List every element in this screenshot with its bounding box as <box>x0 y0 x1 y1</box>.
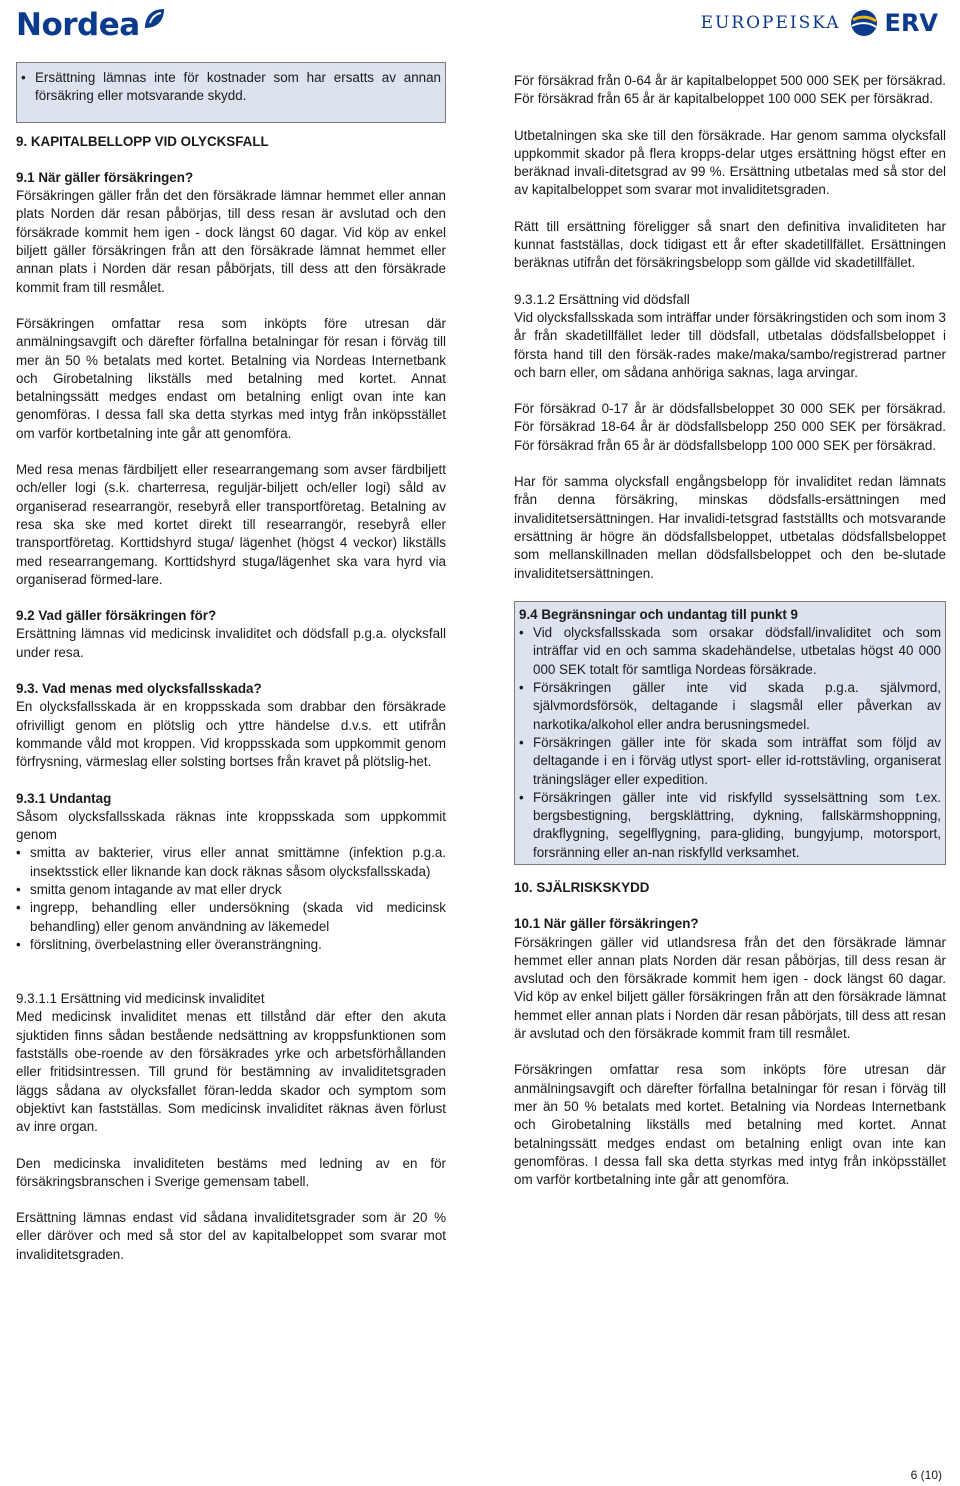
left-column <box>16 62 446 1282</box>
nordea-logo-text: Nordea <box>16 7 140 43</box>
paragraph: Försäkringen gäller vid utlandsresa från det den försäkrade lämnar hemmet eller annan plats Norden där resan påbörjas, till dess resan är avslutad och den försäkrade kommit hem igen - dock längst 60 dagar. Vid köp av enkel biljett gäller försäkringen från att den försäkrade lämnat hemmet eller annan plats i Norden där resan påbörjats, till dess att resan är avslutad och den försäkrade kommit fram till resmålet. <box>514 934 946 1042</box>
list-item: • Försäkringen gäller inte vid skada p.g.a. självmord, självmordsförsök, deltagande i slagsmål eller påverkan av narkotika/alkohol eller andra berusningsmedel. <box>519 679 941 734</box>
list-item: • smitta av bakterier, virus eller annat smittämne (infektion p.g.a. insektsstick eller liknande kan dock räknas såsom olycksfallsskada) <box>16 844 446 881</box>
list-item: • ingrepp, behandling eller undersökning (skada vid medicinsk behandling) eller genom användning av läkemedel <box>16 899 446 936</box>
paragraph: Vid olycksfallsskada som inträffar under försäkringstiden och som inom 3 år från skadetillfället leder till dödsfall, utbetalas dödsfallsbeloppet i första hand till den försäk-rades make/maka/sambo/registrerad partner och barn eller, om sådana anhöriga saknas, laga arvingar. <box>514 309 946 380</box>
page-header <box>0 0 960 50</box>
paragraph: Såsom olycksfallsskada räknas inte kroppsskada som uppkommit genom <box>16 808 446 843</box>
paragraph: Med medicinsk invaliditet menas ett tillstånd där efter den akuta sjuktiden finns sådan bestående nedsättning av kroppsfunktionen som fastställs obe-roende av den försäkrades yrke och arbetsförhållanden eller fritidsintressen. Till grund för bestämning av invaliditetsgraden läggs sådana av olycksfallet föran-ledda skador och symptom som objektivt kan fastställas. Som medicinsk invaliditet räknas även förlust av inre organ. <box>16 1009 446 1135</box>
list-item: • Försäkringen gäller inte för skada som inträffat som följd av deltagande i en i förväg utlyst sport- eller id-rottstävling, organiserat träningsläger eller expedition. <box>519 734 941 789</box>
paragraph: Ersättning lämnas vid medicinsk invaliditet och dödsfall p.g.a. olycksfall under resa. <box>16 626 446 660</box>
paragraph: Försäkringen gäller från det den försäkrade lämnar hemmet eller annan plats Norden där resan påbörjas, till dess resan är avslutad och den försäkrade kommit hem igen - dock längst 60 dagar. Vid köp av enkel biljett gäller försäkringen från att den försäkrade lämnat hemmet eller annan plats i Norden där resan påbörjats, till dess att den försäkrade kommit fram till resmålet. <box>16 188 446 295</box>
list-item: • förslitning, överbelastning eller överansträngning. <box>16 936 446 954</box>
europeiska-erv-logo <box>701 8 938 38</box>
list-item: • smitta genom intagande av mat eller dryck <box>16 881 446 899</box>
list-item: • Ersättning lämnas inte för kostnader som har ersatts av annan försäkring eller motsvarande skydd. <box>21 69 441 106</box>
intro-note-box <box>16 62 446 123</box>
page-number: 6 (10) <box>910 1468 942 1482</box>
paragraph: Har för samma olycksfall engångsbelopp för invaliditet redan lämnats från denna försäkring, minskas dödsfalls-ersättningen med invaliditetsersättningen. Har invalidi-tetsgrad fastställts och motsvarande ersättning är högre än dödsfallsbeloppet, utbetalas dödsfallsbeloppet som mellanskillnaden mellan dödsfallsbeloppet och den be-slutade invaliditetsersättningen. <box>514 474 946 581</box>
section-9-3-1-1-heading: 9.3.1.1 Ersättning vid medicinsk invaliditet <box>16 991 265 1007</box>
nordea-logo <box>16 8 168 42</box>
limitations-list <box>519 624 941 862</box>
paragraph: Ersättning lämnas endast vid sådana invaliditetsgrader som är 20 % eller däröver och med så stor del av kapitalbeloppet som svarar mot invaliditetsgraden. <box>16 1210 446 1262</box>
right-column <box>514 72 946 1207</box>
paragraph: Försäkringen omfattar resa som inköpts före utresan där anmälningsavgift och därefter förfallna betalningar för resan i förväg till mer än 50 % betalats med kortet. Betalning via Nordeas Internetbank och Girobetalning likställs med betalning med kortet. Annat betalningssätt medges endast om betalning enligt ovan inte kan genomföras. I dessa fall ska detta styrkas med intyg från inköpsstället om varför kortbetalning inte går att genomföra. <box>16 315 446 441</box>
nordea-mark-icon <box>142 6 168 32</box>
section-10-heading: 10. SJÄLRISKSKYDD <box>514 879 650 895</box>
paragraph: En olycksfallsskada är en kroppsskada som drabbar den försäkrade ofrivilligt genom en plötslig och yttre händelse d.v.s. ett utifrån kommande våld mot kroppen. Vid kroppsskada som uppkommit genom förfrysning, värmeslag eller solsting bortses från kravet på plötslig-het. <box>16 699 446 770</box>
section-9-2-heading: 9.2 Vad gäller försäkringen för? <box>16 608 217 624</box>
section-9-4-heading: 9.4 Begränsningar och undantag till punkt 9 <box>519 606 799 622</box>
paragraph: Utbetalningen ska ske till den försäkrade. Har genom samma olycksfall uppkommit skador på flera kropps-delar utges ersättning högst efter en beräknad invali-ditetsgrad av 99 %. Ersättning utbetalas med så stor del av kapitalbeloppet som svarar mot invaliditetsgraden. <box>514 127 946 198</box>
erv-logo-text: ERV <box>884 9 938 37</box>
erv-globe-icon <box>849 8 879 38</box>
paragraph: Rätt till ersättning föreligger så snart den definitiva invaliditeten har kunnat fastställas, dock tidigast ett år efter skadetillfället. Ersättningen beräknas utifrån det försäkringsbelopp som gällde vid skadetillfället. <box>514 218 946 271</box>
section-9-3-1-2-heading: 9.3.1.2 Ersättning vid dödsfall <box>514 291 690 307</box>
exclusions-list <box>16 844 446 954</box>
section-9-1-heading: 9.1 När gäller försäkringen? <box>16 169 194 185</box>
paragraph: Försäkringen omfattar resa som inköpts före utresan där anmälningsavgift och därefter förfallna betalningar för resan i förväg till mer än 50 % betalats med kortet. Betalning via Nordeas Internetbank och Girobetalning likställs med betalning med kortet. Annat betalningssätt medges endast om betalning enligt ovan inte kan genomföras. I dessa fall ska detta styrkas med intyg från inköpsstället om varför kortbetalning inte går att genomföra. <box>514 1062 946 1188</box>
list-item: • Vid olycksfallsskada som orsakar dödsfall/invaliditet och som inträffar vid en och samma skadehändelse, utbetalas högst 40 000 000 SEK totalt för samtliga Nordeas försäkrade. <box>519 624 941 679</box>
section-9-3-1-heading: 9.3.1 Undantag <box>16 790 112 806</box>
intro-bullet-list <box>21 69 441 106</box>
limitations-box <box>514 601 946 865</box>
paragraph: För försäkrad 0-17 år är dödsfallsbeloppet 30 000 SEK per försäkrad. För försäkrad 18-64 år är dödsfallsbelopp 250 000 SEK per försäkrad. För försäkrad från 65 år är dödsfallsbelopp 100 000 SEK per försäkrad. <box>514 401 946 453</box>
section-9-heading: 9. KAPITALBELLOPP VID OLYCKSFALL <box>16 133 269 149</box>
section-10-1-heading: 10.1 När gäller försäkringen? <box>514 916 699 932</box>
europeiska-logo-text: EUROPEISKA <box>700 13 841 33</box>
paragraph: Med resa menas färdbiljett eller researrangemang som avser färdbiljett och/eller logi (s.k. charterresa, reguljär-biljett och/eller logi) såld av organiserad researrangör, resebyrå eller transportföretag. Betalning av resa ska ske med kortet direkt till researrangör, resebyrå eller transportföretag. Korttidshyrd stuga/ lägenhet (högst 4 veckor) likställs med researrangemang. Korttidshyrd stuga/lägenhet ska vara hyrd via organiserad förmed-lare. <box>16 462 446 587</box>
list-item: • Försäkringen gäller inte vid riskfylld sysselsättning som t.ex. bergsbestigning, bergsklättring, dykning, fallskärmshoppning, drakflygning, segelflygning, para-gliding, bungyjump, motorsport, forsränning eller an-nan riskfylld verksamhet. <box>519 789 941 862</box>
paragraph: Den medicinska invaliditeten bestäms med ledning av en för försäkringsbranschen i Sverige gemensam tabell. <box>16 1155 446 1189</box>
paragraph: För försäkrad från 0-64 år är kapitalbeloppet 500 000 SEK per försäkrad. För försäkrad från 65 år är kapitalbeloppet 100 000 SEK per försäkrad. <box>514 73 946 107</box>
section-9-3-heading: 9.3. Vad menas med olycksfallsskada? <box>16 681 262 697</box>
